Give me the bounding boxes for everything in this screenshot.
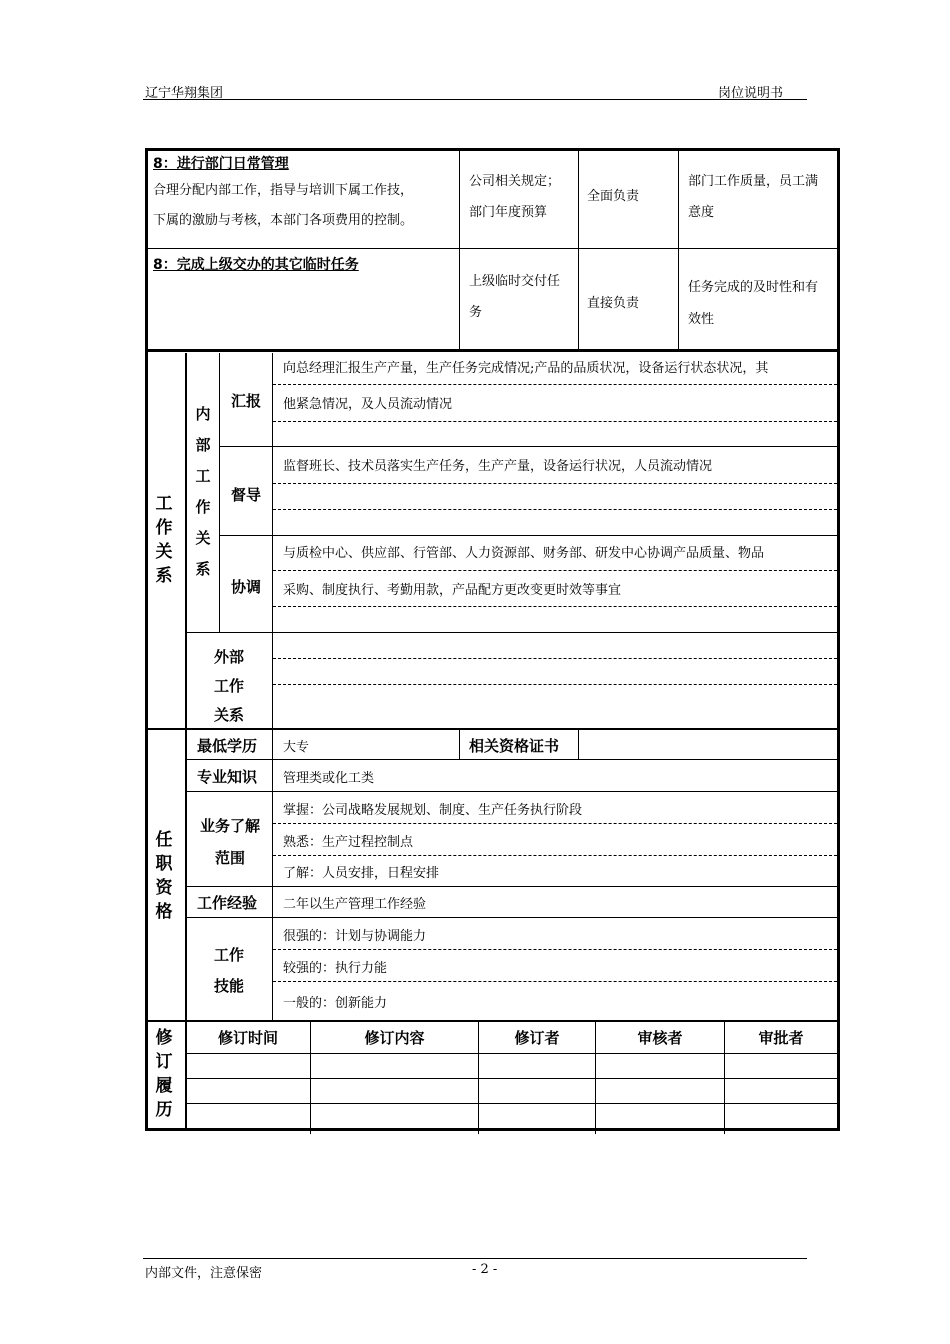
task-desc-line: 合理分配内部工作，指导与培训下属工作技， (153, 183, 414, 198)
knowledge-label: 专业知识 (197, 768, 258, 786)
skills-line: 很强的：计划与协调能力 (283, 929, 427, 944)
task-title: 8：完成上级交办的其它临时任务 (153, 257, 359, 273)
report-text: 他紧急情况，及人员流动情况 (283, 397, 453, 412)
revision-header: 修订内容 (364, 1029, 425, 1047)
revision-header: 审批者 (758, 1029, 804, 1047)
task-responsibility: 直接负责 (587, 296, 640, 311)
coordinate-text: 采购、制度执行、考勤用款，产品配方更改变更时效等事宜 (283, 583, 622, 598)
report-label: 汇报 (231, 392, 262, 410)
revision-header: 修订者 (514, 1029, 560, 1047)
skills-label: 工作 技能 (213, 946, 244, 995)
task-title: 8：进行部门日常管理 (153, 156, 289, 172)
business-scope-line: 熟悉：生产过程控制点 (283, 835, 414, 850)
certificate-label: 相关资格证书 (469, 737, 560, 755)
work-relations-label: 工 作 关 系 (155, 494, 173, 586)
task-basis-line: 务 (469, 305, 483, 320)
business-scope-label: 业务了解 范围 (199, 817, 260, 867)
revision-header: 审核者 (637, 1029, 683, 1047)
document-title: 岗位说明书 (718, 86, 784, 101)
confidential-note: 内部文件，注意保密 (145, 1266, 263, 1281)
coordinate-label: 协调 (231, 578, 262, 596)
business-scope-line: 掌握：公司战略发展规划、制度、生产任务执行阶段 (283, 803, 583, 818)
task-standard-line: 效性 (688, 312, 715, 327)
experience-label: 工作经验 (197, 894, 258, 912)
experience-value: 二年以生产管理工作经验 (283, 897, 427, 912)
education-value: 大专 (283, 740, 310, 755)
supervise-text: 监督班长、技术员落实生产任务，生产产量，设备运行状况，人员流动情况 (283, 459, 713, 474)
qualifications-label: 任 职 资 格 (155, 830, 173, 922)
education-label: 最低学历 (197, 737, 258, 755)
task-standard-line: 任务完成的及时性和有 (688, 280, 819, 295)
coordinate-text: 与质检中心、供应部、行管部、人力资源部、财务部、研发中心协调产品质量、物品 (283, 546, 765, 561)
company-name: 辽宁华翔集团 (145, 86, 224, 101)
revision-label: 修 订 履 历 (155, 1028, 173, 1120)
external-relations-label: 外部 工作 关系 (213, 648, 244, 724)
task-responsibility: 全面负责 (587, 189, 640, 204)
report-text: 向总经理汇报生产产量，生产任务完成情况;产品的品质状况，设备运行状态状况，其 (283, 361, 769, 376)
task-basis-line: 上级临时交付任 (469, 274, 561, 289)
skills-line: 一般的：创新能力 (283, 996, 388, 1011)
revision-header: 修订时间 (217, 1029, 278, 1047)
task-basis-line: 部门年度预算 (469, 205, 548, 220)
task-desc-line: 下属的激励与考核，本部门各项费用的控制。 (153, 213, 414, 228)
header-rule (143, 99, 807, 100)
task-standard-line: 部门工作质量，员工满 (688, 174, 819, 189)
task-standard-line: 意度 (688, 205, 715, 220)
supervise-label: 督导 (231, 486, 262, 504)
page-number: - 2 - (472, 1262, 498, 1277)
task-basis-line: 公司相关规定； (469, 174, 561, 189)
footer-rule (143, 1258, 807, 1259)
knowledge-value: 管理类或化工类 (283, 771, 375, 786)
business-scope-line: 了解：人员安排，日程安排 (283, 866, 440, 881)
internal-relations-label: 内 部 工 作 关 系 (195, 405, 211, 578)
skills-line: 较强的：执行力能 (283, 961, 388, 976)
